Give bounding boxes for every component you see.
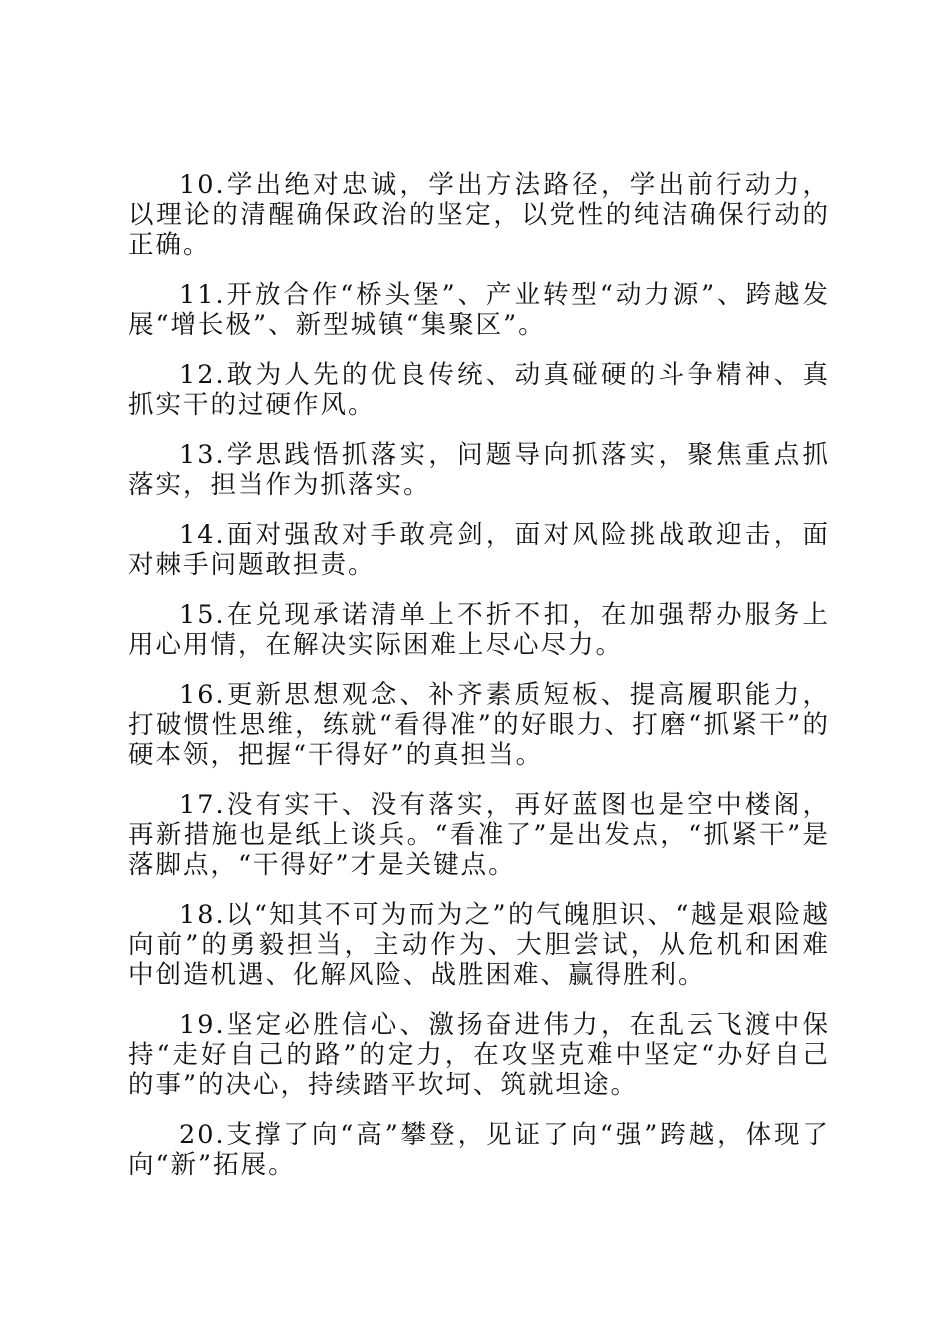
paragraph-10: 10.学出绝对忠诚，学出方法路径，学出前行动力，以理论的清醒确保政治的坚定，以党性的纯洁确保行动的正确。 (128, 170, 830, 260)
paragraph-19: 19.坚定必胜信心、激扬奋进伟力，在乱云飞渡中保持“走好自己的路”的定力，在攻坚克难中坚定“办好自己的事”的决心，持续踏平坎坷、筑就坦途。 (128, 1010, 830, 1100)
paragraph-18: 18.以“知其不可为而为之”的气魄胆识、“越是艰险越向前”的勇毅担当，主动作为、大胆尝试，从危机和困难中创造机遇、化解风险、战胜困难、赢得胜利。 (128, 900, 830, 990)
paragraph-20: 20.支撑了向“高”攀登，见证了向“强”跨越，体现了向“新”拓展。 (128, 1120, 830, 1180)
paragraph-15: 15.在兑现承诺清单上不折不扣，在加强帮办服务上用心用情，在解决实际困难上尽心尽力。 (128, 600, 830, 660)
paragraph-13: 13.学思践悟抓落实，问题导向抓落实，聚焦重点抓落实，担当作为抓落实。 (128, 440, 830, 500)
paragraph-12: 12.敢为人先的优良传统、动真碰硬的斗争精神、真抓实干的过硬作风。 (128, 360, 830, 420)
paragraph-16: 16.更新思想观念、补齐素质短板、提高履职能力，打破惯性思维，练就“看得准”的好眼力、打磨“抓紧干”的硬本领，把握“干得好”的真担当。 (128, 680, 830, 770)
paragraph-14: 14.面对强敌对手敢亮剑，面对风险挑战敢迎击，面对棘手问题敢担责。 (128, 520, 830, 580)
paragraph-17: 17.没有实干、没有落实，再好蓝图也是空中楼阁，再新措施也是纸上谈兵。“看准了”是出发点，“抓紧干”是落脚点，“干得好”才是关键点。 (128, 790, 830, 880)
paragraph-11: 11.开放合作“桥头堡”、产业转型“动力源”、跨越发展“增长极”、新型城镇“集聚区”。 (128, 280, 830, 340)
document-body (128, 170, 830, 1200)
